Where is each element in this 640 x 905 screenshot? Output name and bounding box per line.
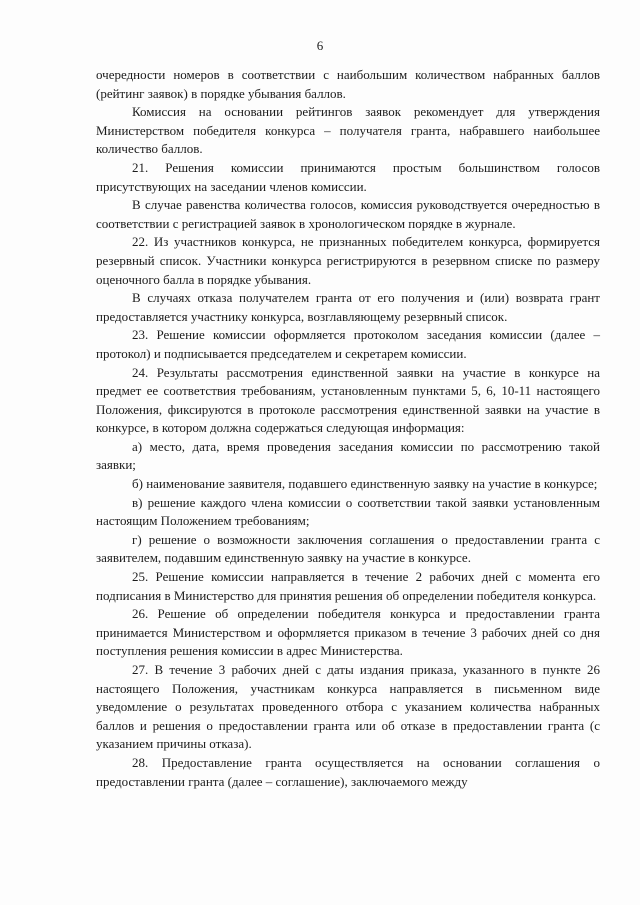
paragraph: очередности номеров в соответствии с наибольшим количеством набранных баллов (рейтинг заявок) в порядке убывания баллов.: [96, 67, 600, 101]
paragraph: б) наименование заявителя, подавшего единственную заявку на участие в конкурсе;: [132, 476, 598, 492]
page-number: 6: [316, 38, 324, 53]
paragraph: 23. Решение комиссии оформляется протоколом заседания комиссии (далее – протокол) и подписывается председателем и секретарем комиссии.: [96, 327, 600, 361]
paragraph: В случае равенства количества голосов, комиссия руководствуется очередностью в соответствии с регистрацией заявок в хронологическом порядке в журнале.: [96, 197, 600, 231]
paragraph: В случаях отказа получателем гранта от его получения и (или) возврата грант предоставляется участнику конкурса, возглавляющему резервный список.: [96, 290, 600, 324]
paragraph: в) решение каждого члена комиссии о соответствии такой заявки установленным настоящим Положением требованиям;: [96, 494, 600, 529]
paragraph: 24. Результаты рассмотрения единственной заявки на участие в конкурсе на предмет ее соответствия требованиям, установленным пунктами 5, 6, 10-11 настоящего Положения, фиксируются в протоколе рассмотрения единственной заявки на участие в конкурсе, в котором должна содержаться следующая информация:: [96, 364, 600, 436]
document-body: [96, 66, 600, 791]
paragraph: Комиссия на основании рейтингов заявок рекомендует для утверждения Министерством победителя конкурса – получателя гранта, набравшего наибольшее количество баллов.: [96, 104, 600, 157]
paragraph: а) место, дата, время проведения заседания комиссии по рассмотрению такой заявки;: [96, 438, 600, 473]
paragraph: 21. Решения комиссии принимаются простым большинством голосов присутствующих на заседании членов комиссии.: [96, 159, 600, 194]
paragraph: 28. Предоставление гранта осуществляется на основании соглашения о предоставлении гранта (далее – соглашение), заключаемого между: [96, 754, 600, 789]
paragraph: г) решение о возможности заключения соглашения о предоставлении гранта с заявителем, подавшим единственную заявку на участие в конкурсе.: [96, 531, 600, 566]
paragraph: 26. Решение об определении победителя конкурса и предоставлении гранта принимается Министерством и оформляется приказом в течение 3 рабочих дней со дня поступления решения комиссии в адрес Министерства.: [96, 606, 600, 659]
paragraph: 25. Решение комиссии направляется в течение 2 рабочих дней с момента его подписания в Министерство для принятия решения об определении победителя конкурса.: [96, 569, 600, 603]
paragraph: 27. В течение 3 рабочих дней с даты издания приказа, указанного в пункте 26 настоящего Положения, участникам конкурса направляется в письменном виде уведомление о результатах проведенного отбора с указанием количества набранных баллов и решения о предоставлении гранта или об отказе в предоставлении гранта (с указанием причины отказа).: [96, 662, 600, 752]
paragraph: 22. Из участников конкурса, не признанных победителем конкурса, формируется резервный список. Участники конкурса регистрируются в резервном списке по размеру оценочного балла в порядке убывания.: [96, 234, 600, 287]
